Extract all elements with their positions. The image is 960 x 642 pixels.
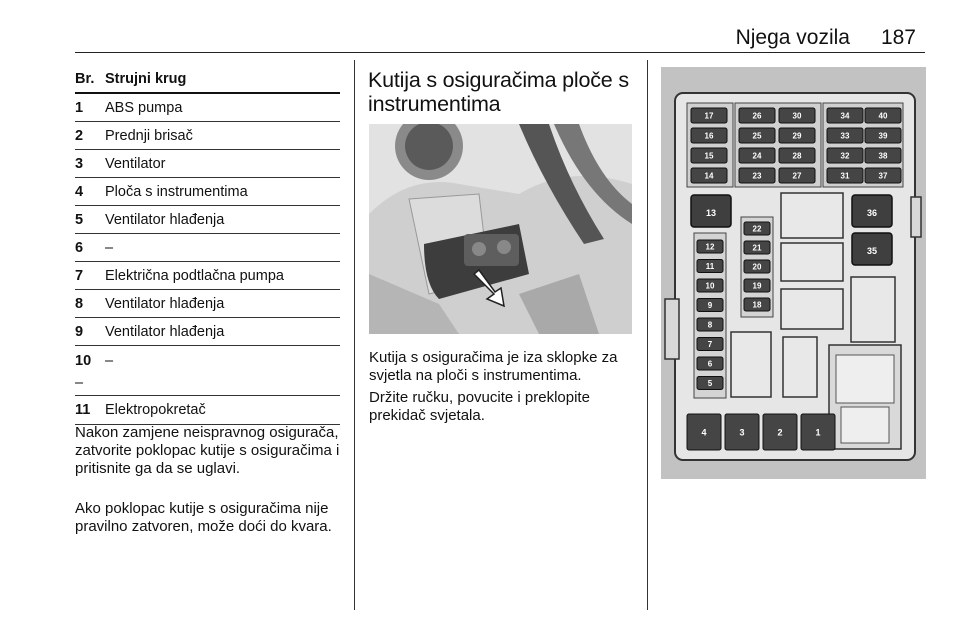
fuse-18	[744, 298, 770, 311]
circuit-name: Elektropokretač	[105, 402, 206, 418]
fuse-label: 24	[752, 151, 762, 161]
column-divider	[647, 60, 648, 610]
fuse-4	[687, 414, 721, 450]
fuse-label: 30	[792, 111, 802, 121]
fuse-label: 28	[792, 151, 802, 161]
body-paragraph: Ako poklopac kutije s osiguračima nije pravilno zatvoren, može doći do kvara.	[75, 500, 332, 535]
table-row	[75, 150, 340, 178]
fuse-2	[763, 414, 797, 450]
fuse-number: 4	[75, 183, 84, 200]
fuse-label: 31	[840, 171, 850, 181]
circuit-name: Ventilator hlađenja	[105, 323, 225, 340]
fuse-26	[739, 108, 775, 123]
fuse-label: 34	[840, 111, 850, 121]
fuse-38	[865, 148, 901, 163]
fuse-label: 22	[752, 224, 762, 234]
fuse-number: 1	[75, 99, 84, 116]
fuse-8	[697, 318, 723, 331]
fuse-30	[779, 108, 815, 123]
running-header-title: Njega vozila	[735, 26, 850, 49]
circuit-name-continued: –	[75, 375, 84, 391]
fuse-10	[697, 279, 723, 292]
fuse-label: 1	[815, 427, 821, 438]
circuit-name: –	[105, 353, 114, 369]
circuit-name: Ploča s instrumentima	[105, 183, 248, 200]
fuse-label: 2	[777, 427, 783, 438]
fuse-table	[75, 66, 340, 425]
table-row	[75, 206, 340, 234]
fuse-29	[779, 128, 815, 143]
fuse-label: 35	[866, 246, 878, 256]
column-divider	[354, 60, 355, 610]
light-switch-photo	[369, 124, 632, 334]
fuse-label: 11	[705, 262, 715, 271]
fuse-22	[744, 222, 770, 235]
fuse-7	[697, 338, 723, 351]
fuse-label: 8	[707, 320, 713, 330]
fuse-number: 8	[75, 295, 84, 312]
page-number: 187	[880, 26, 916, 49]
table-row	[75, 346, 340, 396]
fuse-5	[697, 377, 723, 390]
table-row	[75, 94, 340, 122]
fuse-15	[691, 148, 727, 163]
col-header-number: Br.	[75, 71, 95, 87]
circuit-name: ABS pumpa	[105, 99, 183, 116]
fuse-label: 12	[705, 242, 715, 252]
fuse-6	[697, 357, 723, 370]
circuit-name: Prednji brisač	[105, 127, 193, 144]
table-row	[75, 396, 340, 425]
fuse-box-diagram	[661, 67, 926, 479]
fuse-label: 32	[840, 151, 850, 161]
fuse-label: 39	[878, 131, 888, 141]
fuse-32	[827, 148, 863, 163]
fuse-box-drawing	[661, 67, 926, 479]
table-row	[75, 122, 340, 150]
fuse-24	[739, 148, 775, 163]
fuse-label: 27	[792, 171, 802, 181]
fuse-number: 7	[75, 267, 84, 284]
fuse-31	[827, 168, 863, 183]
fuse-23	[739, 168, 775, 183]
photo-illustration	[369, 124, 632, 334]
body-paragraph: Kutija s osiguračima je iza sklopke za svjetla na ploči s instrumentima.	[369, 349, 618, 384]
circuit-name: Ventilator	[105, 155, 166, 172]
fuse-number: 9	[75, 323, 84, 340]
table-row	[75, 262, 340, 290]
col-header-circuit: Strujni krug	[105, 71, 187, 87]
fuse-34	[827, 108, 863, 123]
fuse-label: 38	[878, 151, 888, 161]
fuse-label: 33	[840, 131, 850, 141]
fuse-27	[779, 168, 815, 183]
section-heading: Kutija s osiguračima ploče s instrumentima	[368, 68, 629, 116]
fuse-1	[801, 414, 835, 450]
fuse-label: 19	[752, 281, 762, 291]
table-row	[75, 234, 340, 262]
fuse-label: 23	[752, 171, 762, 181]
fuse-33	[827, 128, 863, 143]
fuse-37	[865, 168, 901, 183]
fuse-label: 10	[705, 281, 715, 291]
body-paragraph: Nakon zamjene neispravnog osigurača, zatvorite poklopac kutije s osiguračima i pritisnite ga da se uglavi.	[75, 424, 340, 477]
fuse-label: 26	[752, 111, 762, 121]
table-row	[75, 290, 340, 318]
circuit-name: Ventilator hlađenja	[105, 211, 225, 228]
fuse-label: 4	[701, 427, 707, 438]
fuse-label: 13	[705, 208, 717, 218]
fuse-label: 25	[752, 131, 762, 141]
table-row	[75, 318, 340, 346]
fuse-label: 17	[704, 111, 714, 121]
fuse-label: 14	[704, 171, 714, 181]
fuse-number: 5	[75, 211, 84, 228]
fuse-40	[865, 108, 901, 123]
fuse-label: 36	[866, 208, 878, 218]
fuse-12	[697, 240, 723, 253]
fuse-19	[744, 279, 770, 292]
big-fuse-13	[691, 195, 731, 227]
fuse-label: 37	[878, 171, 888, 181]
fuse-number: 10	[75, 353, 92, 369]
fuse-9	[697, 299, 723, 312]
fuse-39	[865, 128, 901, 143]
fuse-label: 20	[752, 262, 762, 272]
body-paragraph: Držite ručku, povucite i preklopite prekidač svjetala.	[369, 389, 590, 424]
fuse-label: 21	[752, 243, 762, 253]
fuse-16	[691, 128, 727, 143]
circuit-name: Ventilator hlađenja	[105, 295, 225, 312]
table-row	[75, 178, 340, 206]
fuse-21	[744, 241, 770, 254]
circuit-name: –	[105, 239, 114, 256]
fuse-label: 9	[707, 301, 713, 310]
fuse-number: 11	[75, 402, 91, 418]
fuse-11	[697, 260, 723, 273]
fuse-label: 15	[704, 151, 714, 161]
fuse-label: 40	[878, 111, 888, 121]
fuse-label: 29	[792, 131, 802, 141]
fuse-28	[779, 148, 815, 163]
big-fuse-35	[852, 233, 892, 265]
fuse-20	[744, 260, 770, 273]
fuse-label: 16	[704, 131, 714, 141]
fuse-label: 5	[707, 379, 713, 388]
fuse-label: 6	[707, 359, 713, 369]
table-header	[75, 66, 340, 94]
fuse-number: 3	[75, 155, 84, 172]
fuse-14	[691, 168, 727, 183]
fuse-label: 3	[739, 427, 745, 438]
header-rule	[75, 52, 925, 53]
big-fuse-36	[852, 195, 892, 227]
fuse-3	[725, 414, 759, 450]
fuse-number: 6	[75, 239, 84, 256]
circuit-name: Električna podtlačna pumpa	[105, 267, 284, 284]
fuse-number: 2	[75, 127, 84, 144]
fuse-label: 18	[752, 300, 762, 310]
fuse-17	[691, 108, 727, 123]
fuse-25	[739, 128, 775, 143]
fuse-label: 7	[707, 340, 713, 349]
